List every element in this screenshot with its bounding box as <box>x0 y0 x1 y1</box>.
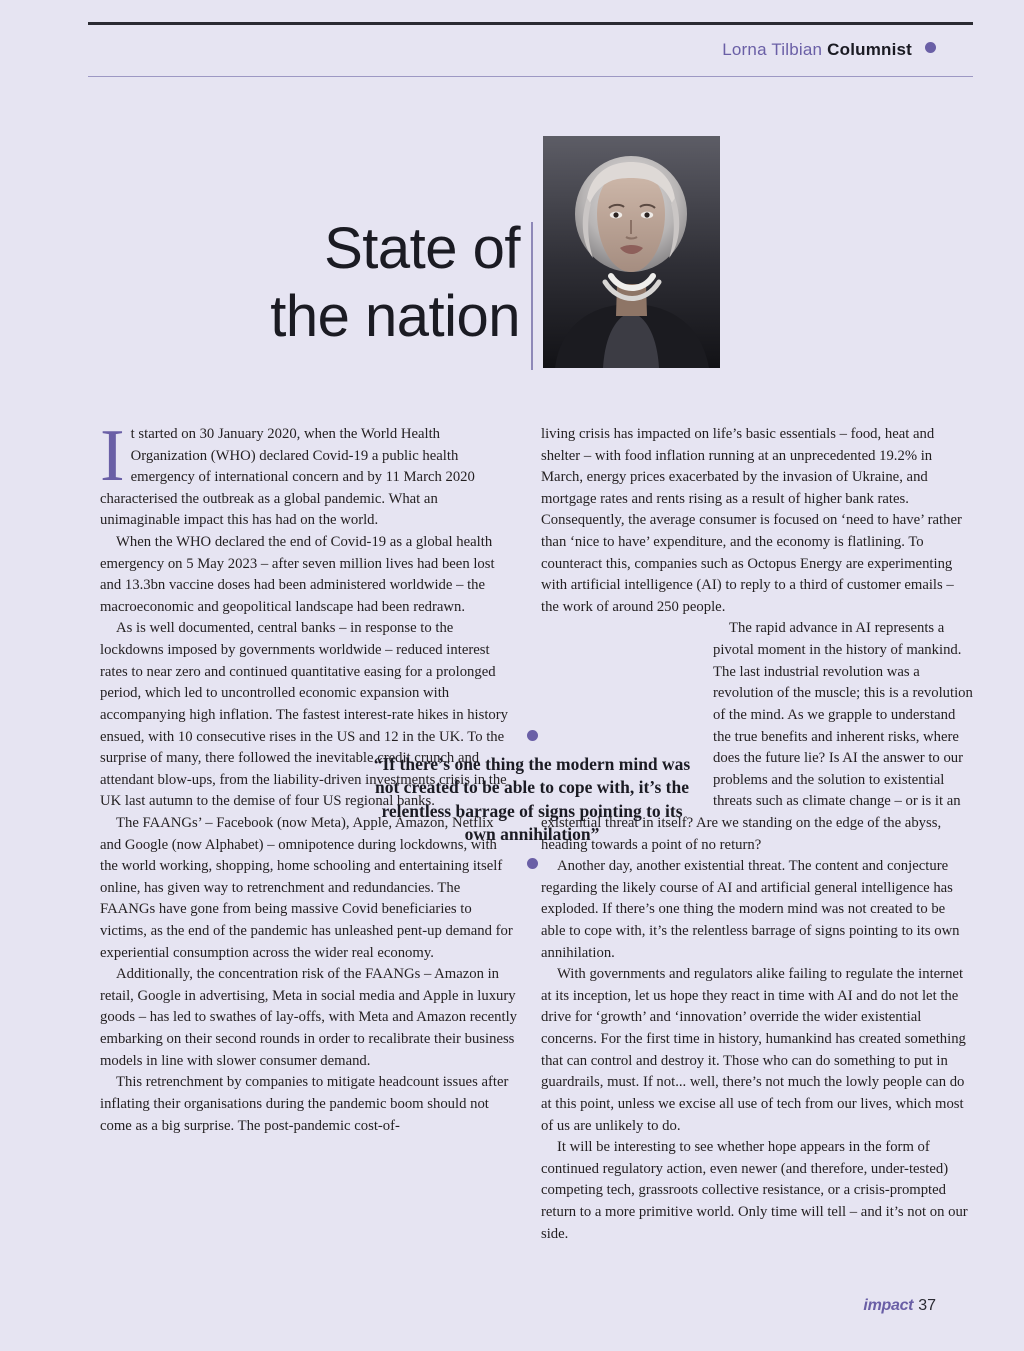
portrait-illustration <box>543 136 720 368</box>
paragraph-left-6: This retrenchment by companies to mitigate headcount issues after inflating their organisations during the pandemic boom should not come as a big surprise. The post-pandemic cost-of- <box>100 1074 509 1134</box>
paragraph-right-1: living crisis has impacted on life’s basic essentials – food, heat and shelter – with food inflation running at an unprecedented 19.2% in March, energy prices exacerbated by the invasion of Ukraine, and mortgage rates and rents rising as a result of higher bank rates. Consequently, the average consumer is focused on ‘need to have’ rather than ‘nice to have’ expenditure, and the economy is flatlining. To counteract this, companies such as Octopus Energy are experimenting with artificial intelligence (AI) to reply to a third of customer emails – the work of around 250 people. <box>541 426 962 615</box>
magazine-brand: impact <box>863 1297 914 1314</box>
paragraph-right-5: It will be interesting to see whether hope appears in the form of continued regulatory action, even newer (and therefore, under-tested) competing tech, grassroots collective resistance, or a crisis-prompted return to a more primitive world. Only time will tell – and it’s not on our side. <box>541 1139 968 1242</box>
paragraph-left-1-text: t started on 30 January 2020, when the World Health Organization (WHO) declared Covid-19 a public health emergency of international concern and by 11 March 2020 characterised the outbreak as a global pandemic. What an unimaginable impact this has had on the world. <box>100 426 475 529</box>
paragraph-left-2: When the WHO declared the end of Covid-19 as a global health emergency on 5 May 2023 – after seven million lives had been lost and 13.3bn vaccine doses had been administered worldwide – the macroeconomic and geopolitical landscape had been redrawn. <box>100 534 495 615</box>
header-top-rule <box>88 22 973 25</box>
bullet-dot-icon <box>925 42 936 53</box>
pull-quote-top-dot-icon <box>527 730 538 741</box>
paragraph-right-3: Another day, another existential threat. The content and conjecture regarding the likely course of AI and artificial general intelligence has exploded. If there’s one thing the modern mind was not created to be able to cope with, it’s the relentless barrage of signs pointing to its own annihilation. <box>541 858 960 961</box>
paragraph-left-5: Additionally, the concentration risk of the FAANGs – Amazon in retail, Google in advertising, Meta in social media and Apple in luxury goods – has led to swathes of lay-offs, with Meta and Amazon recently embarking on their second rounds in order to recalibrate their business models in line with slower consumer demand. <box>100 966 518 1069</box>
paragraph-left-4: The FAANGs’ – Facebook (now Meta), Apple, Amazon, Netflix and Google (now Alphabet) – omnipotence during lockdowns, with the world working, shopping, home schooling and entertaining itself online, has given way to retrenchment and redundancies. The FAANGs have gone from being massive Covid beneficiaries to victims, as the end of the pandemic has unleashed pent-up demand for experiential consumption across the wider real economy. <box>100 814 513 961</box>
pull-quote-bottom-dot-icon <box>527 858 538 869</box>
drop-cap: I <box>100 415 125 497</box>
pull-quote-text: “If there’s one thing the modern mind was not created to be able to cope with, it’s the relentless barrage of signs pointing to its own annihilation” <box>373 754 691 844</box>
page-footer <box>863 1297 936 1315</box>
paragraph-right-2-text: The rapid advance in AI represents a pivotal moment in the history of mankind. The last industrial revolution was a revolution of the muscle; this is a revolution of the mind. As we grapple to understand the true benefits and inherent risks, where does the future lie? Is AI the answer to our problems and the solution to existential threats such as climate change – or is it an existential threat in itself? Are we standing on the edge of the abyss, heading towards a point of no return? <box>541 620 973 853</box>
header-author-name: Lorna Tilbian <box>722 40 823 59</box>
paragraph-left-3-text: As is well documented, central banks – in response to the lockdowns imposed by governments worldwide – reduced interest rates to near zero and continued quantitative easing for a prolonged period, which led to uncontrolled economic expansion with accompanying high inflation. The fastest interest-rate hikes in history ensued, with 10 consecutive rises in the US and 12 in the UK. To the surprise of many, there followed the inevitable credit crunch and attendant blow-ups, from the liability-driven investments crisis in the UK last autumn to the demise of four US regional banks. <box>100 620 509 810</box>
page-title-line-2: the nation <box>270 284 520 350</box>
author-portrait-photo <box>543 136 720 368</box>
header-byline <box>722 40 936 60</box>
pull-quote <box>373 730 691 869</box>
page-title <box>120 215 520 352</box>
page-number: 37 <box>918 1297 936 1314</box>
page-title-line-1: State of <box>324 216 520 281</box>
header-bottom-rule <box>88 76 973 77</box>
paragraph-right-4: With governments and regulators alike failing to regulate the internet at its inception, let us hope they react in time with AI and do not let the drive for ‘growth’ and ‘innovation’ override the wider existential concerns. For the first time in history, humankind has created something that can control and destroy it. Those who can do something to put in guardrails, must. If not... well, there’s not much the lowly people can do at this point, unless we excise all use of tech from our lives, which most of us are unlikely to do. <box>541 966 966 1134</box>
header-section-role: Columnist <box>827 40 913 59</box>
paragraph-left-1 <box>100 415 518 532</box>
title-divider-rule <box>531 222 533 370</box>
